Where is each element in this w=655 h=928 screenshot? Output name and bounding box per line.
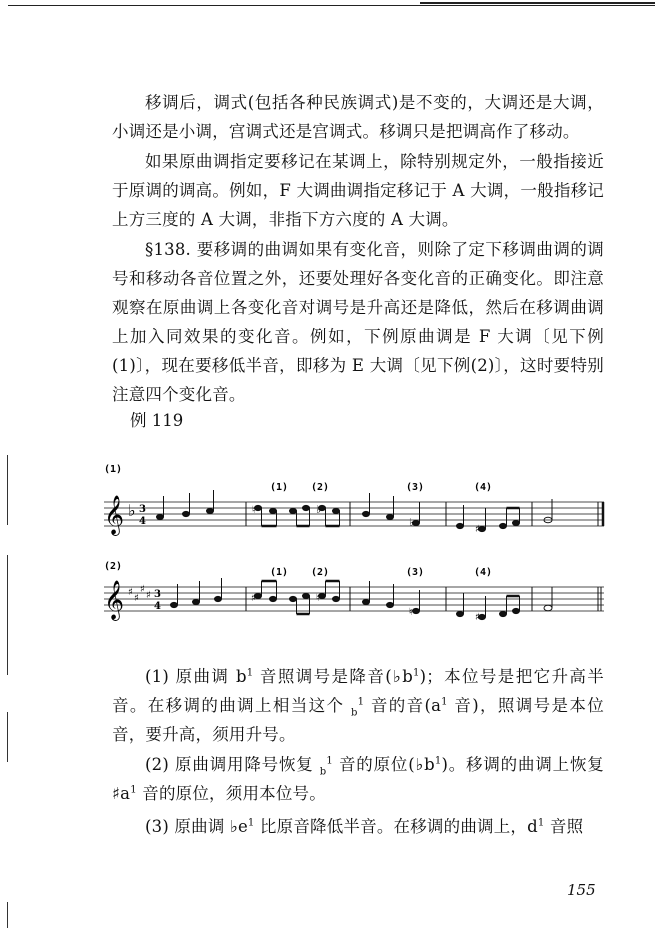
- score-line-2: [98, 557, 618, 637]
- flat-icon: ♭: [409, 516, 415, 529]
- flat-icon: ♭: [128, 501, 136, 520]
- change-mark-2: (2): [311, 482, 330, 493]
- sharp-icon: ♯: [134, 593, 139, 604]
- change-mark-3: (3): [406, 567, 425, 578]
- example-label: 例 119: [130, 411, 184, 430]
- time-sig-top: 3: [139, 504, 146, 515]
- staff-lines: [104, 587, 604, 611]
- change-mark-1: (1): [270, 567, 289, 578]
- treble-clef-icon: 𝄞: [104, 580, 125, 620]
- score-label-2: (2): [104, 561, 123, 572]
- change-mark-2: (2): [311, 567, 330, 578]
- change-mark-4: (4): [474, 567, 493, 578]
- music-staff-2: [98, 557, 618, 637]
- paragraph-1: 移调后，调式(包括各种民族调式)是不变的，大调还是大调，小调还是小调，宫调式还是宫调式。移调只是把调高作了移动。: [112, 93, 604, 141]
- margin-mark: [7, 620, 8, 675]
- paragraph-3: §138. 要移调的曲调如果有变化音，则除了定下移调曲调的调号和移动各音位置之外，还要处理好各变化音的正确变化。即注意观察在原曲调上各变化音对调号是升高还是降低，然后在移调曲调上加入同效果的变化音。例如，下例原曲调是 F 大调〔见下例(1)〕，现在要移低半音，即移为 E 大调〔见下例(2)〕，这时要特别注意四个变化音。: [112, 240, 604, 404]
- music-staff-1: [98, 460, 618, 540]
- score-line-1: [98, 460, 618, 540]
- score-label-1: (1): [104, 464, 123, 475]
- change-mark-3: (3): [406, 482, 425, 493]
- change-mark-4: (4): [474, 482, 493, 493]
- notes-1: [157, 490, 604, 532]
- header-rule-thick: [420, 2, 655, 4]
- paragraph-2: 如果原曲调指定要移记在某调上，除特别规定外，一般指接近于原调的调高。例如，F 大调曲调指定移记于 A 大调，一般指移记上方三度的 A 大调，非指下方六度的 A 大调。: [112, 152, 604, 229]
- change-mark-1: (1): [270, 482, 289, 493]
- page-number: 155: [567, 881, 596, 899]
- margin-mark: [7, 902, 8, 928]
- staff-lines: [104, 502, 604, 526]
- time-sig-bottom: 4: [139, 516, 146, 527]
- margin-mark: [7, 455, 8, 525]
- sharp-icon: ♯: [475, 524, 480, 535]
- sharp-icon: ♯: [146, 590, 151, 601]
- time-sig-bottom: 4: [154, 601, 161, 612]
- sharp-icon: ♯: [140, 584, 145, 595]
- note-2: (2) 原曲调用降号恢复 $_b^1$ 音的原位$(♭b^1)$。移调的曲调上恢复$♯a^1$ 音的原位，须用本位号。: [112, 755, 605, 803]
- natural-icon: ♮: [409, 607, 413, 618]
- treble-clef-icon: 𝄞: [104, 495, 125, 535]
- note-3: (3) 原曲调 $♭e^1$ 比原音降低半音。在移调的曲调上，$d^1$ 音照: [145, 817, 584, 836]
- sharp-icon: ♯: [128, 587, 133, 598]
- sharp-icon: ♯: [475, 612, 480, 623]
- natural-icon: ♮: [252, 505, 256, 516]
- margin-mark: [7, 712, 8, 762]
- sharp-icon: ♯: [251, 593, 256, 604]
- header-rule: [8, 5, 655, 6]
- time-sig-top: 3: [154, 589, 161, 600]
- note-1: (1) 原曲调 $b^1$ 音照调号是降音$(♭b^1)$；本位号是把它升高半音。在移调的曲调上相当这个 $_b^1$ 音的音($a^1$ 音)，照调号是本位音，要升高，须用升号。: [112, 667, 605, 744]
- natural-icon: ♮: [316, 593, 320, 604]
- flat-icon: ♭: [316, 503, 322, 516]
